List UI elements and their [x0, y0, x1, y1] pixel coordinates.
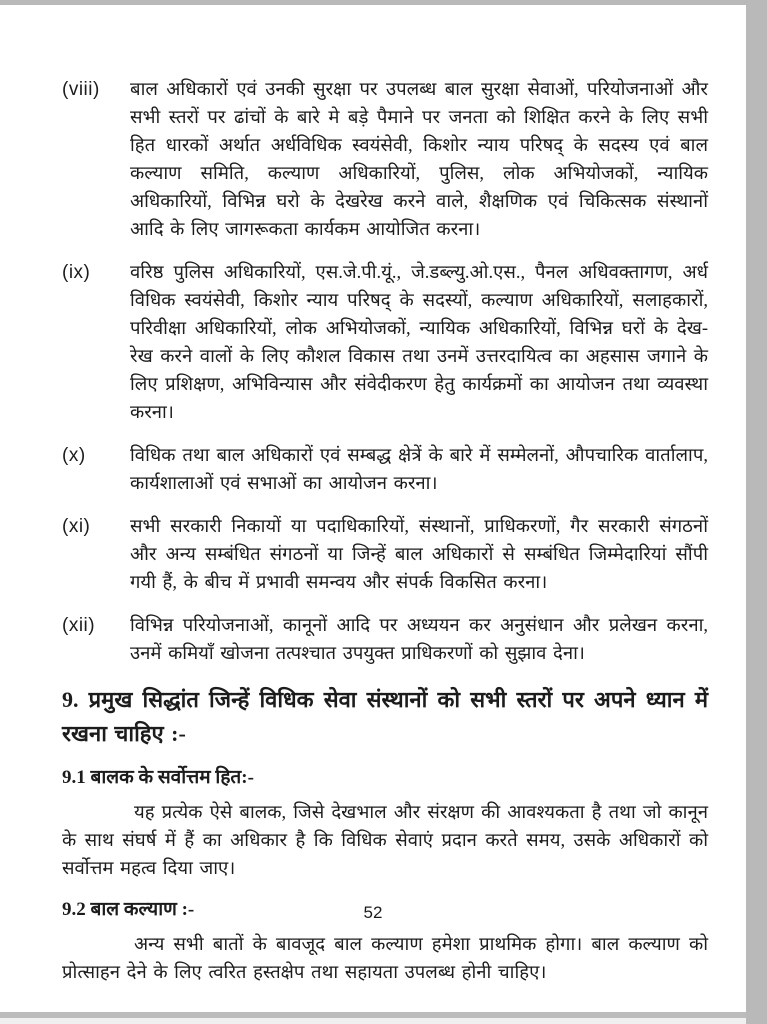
- scan-edge-right: [746, 0, 767, 1024]
- section-9-2-heading: 9.2 बाल कल्याण :-: [62, 899, 195, 920]
- section-9-1-paragraph: यह प्रत्येक ऐसे बालक, जिसे देखभाल और संरक्षण की आवश्यकता है तथा जो कानून के साथ संघर्ष में हैं का अधिकार है कि विधिक सेवाएं प्रदान करते समय, उसके अधिकारों को सर्वोत्तम महत्व दिया जाए।: [62, 803, 708, 879]
- list-item-label: (x): [62, 445, 86, 466]
- scan-edge-bottom-light: [0, 1018, 746, 1024]
- list-item-label: (ix): [62, 262, 91, 283]
- scan-edge-top: [0, 0, 767, 5]
- list-item-xii: [62, 612, 708, 668]
- page-number: 52: [363, 903, 383, 922]
- list-item-label: (xi): [62, 516, 91, 537]
- section-9-heading: 9. प्रमुख सिद्धांत जिन्हें विधिक सेवा संस्थानों को सभी स्तरों पर अपने ध्यान में रखना चाहिए :-: [62, 687, 708, 746]
- list-item-label: (viii): [62, 79, 100, 100]
- list-item-xi: [62, 513, 708, 597]
- list-item-x: [62, 442, 708, 498]
- list-item-viii: [62, 76, 708, 244]
- list-item-text: विभिन्न परियोजनाओं, कानूनों आदि पर अध्ययन कर अनुसंधान और प्रलेखन करना, उनमें कमियाँ खोजना तत्पश्चात उपयुक्त प्राधिकरणों को सुझाव देना।: [130, 616, 708, 664]
- section-9-2-paragraph: अन्य सभी बातों के बावजूद बाल कल्याण हमेशा प्राथमिक होगा। बाल कल्याण को प्रोत्साहन देने के लिए त्वरित हस्तक्षेप तथा सहायता उपलब्ध होनी चाहिए।: [62, 935, 708, 983]
- list-item-ix: [62, 259, 708, 427]
- list-item-text: विधिक तथा बाल अधिकारों एवं सम्बद्ध क्षेत्रें के बारे में सम्मेलनों, औपचारिक वार्तालाप, कार्यशालाओं एवं सभाओं का आयोजन करना।: [130, 446, 708, 494]
- page-body: [62, 76, 708, 993]
- list-item-text: सभी सरकारी निकायों या पदाधिकारियों, संस्थानों, प्राधिकरणों, गैर सरकारी संगठनों और अन्य सम्बंधित संगठनों या जिन्हें बाल अधिकारों से सम्बंधित जिम्मेदारियां सौंपी गयी हैं, के बीच में प्रभावी समन्वय और संपर्क विकसित करना।: [130, 517, 708, 593]
- list-item-text: वरिष्ठ पुलिस अधिकारियों, एस.जे.पी.यूं., जे.डब्ल्यु.ओ.एस., पैनल अधिवक्तागण, अर्ध विधिक स्वयंसेवी, किशोर न्याय परिषद् के सदस्यों, कल्याण अधिकारियों, सलाहकारों, परिवीक्षा अधिकारियों, लोक अभियोजकों, न्यायिक अधिकारियों, विभिन्न घरों के देख-रेख करने वालों के लिए कौशल विकास तथा उनमें उत्तरदायित्व का अहसास जगाने के लिए प्रशिक्षण, अभिविन्यास और संवेदीकरण हेतु कार्यक्रमों का आयोजन तथा व्यवस्था करना।: [130, 263, 708, 423]
- list-item-label: (xii): [62, 615, 96, 636]
- list-item-text: बाल अधिकारों एवं उनकी सुरक्षा पर उपलब्ध बाल सुरक्षा सेवाओं, परियोजनाओं और सभी स्तरों पर ढांचों के बारे मे बड़े पैमाने पर जनता को शिक्षित करने के लिए सभी हित धारकों अर्थात अर्धविधिक स्वयंसेवी, किशोर न्याय परिषद् के सदस्य एवं बाल कल्याण समिति, कल्याण अधिकारियों, पुलिस, लोक अभियोजकों, न्यायिक अधिकारियों, विभिन्न घरो के देखरेख करने वाले, शैक्षणिक एवं चिकित्सक संस्थानों आदि के लिए जागरूकता कार्यकम आयोजित करना।: [130, 80, 708, 240]
- section-9-1-heading: 9.1 बालक के सर्वोत्तम हित:-: [62, 767, 254, 788]
